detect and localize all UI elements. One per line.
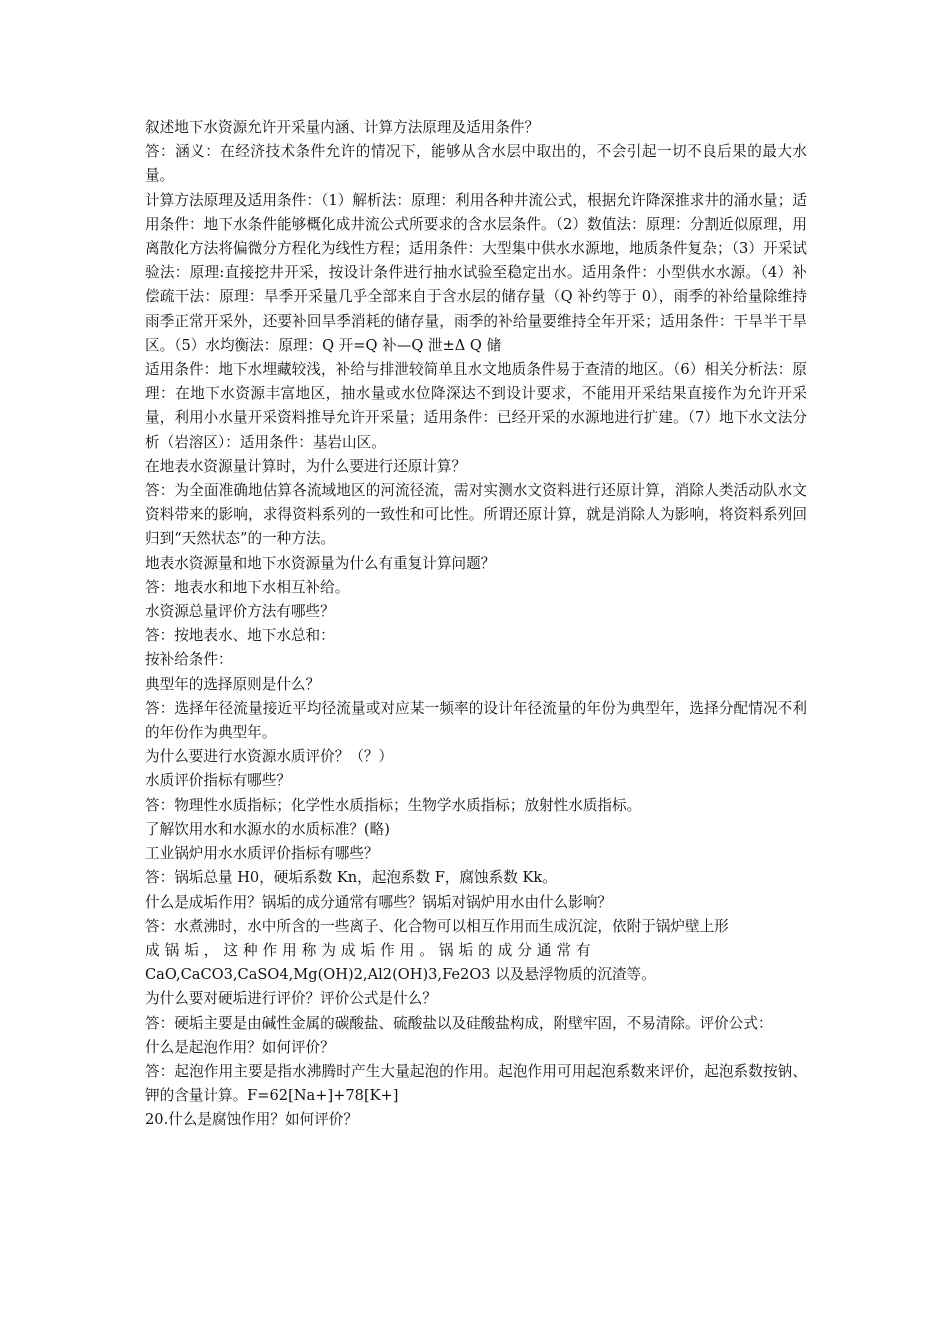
answer-paragraph-7: 答：物理性水质指标；化学性水质指标；生物学水质指标；放射性水质指标。: [145, 796, 642, 814]
answer-paragraph-1: 答：涵义：在经济技术条件允许的情况下，能够从含水层中取出的，不会引起一切不良后果的最大水量。: [145, 143, 807, 185]
question-heading-1: 叙述地下水资源允许开采量内涵、计算方法原理及适用条件？: [145, 119, 540, 136]
question-heading-3: 地表水资源量和地下水资源量为什么有重复计算问题？: [145, 554, 496, 572]
answer-paragraph-4: 答：按地表水、地下水总和：: [145, 627, 335, 645]
answer-paragraph-8: 答：锅垢总量 H0，硬垢系数 Kn，起泡系数 F，腐蚀系数 Kk。: [145, 869, 557, 887]
question-heading-12: 什么是起泡作用？如何评价？: [145, 1038, 335, 1056]
question-heading-10: 什么是成垢作用？锅垢的成分通常有哪些？锅垢对锅炉用水由什么影响？: [145, 893, 613, 911]
answer-paragraph-9-formula: CaO,CaCO3,CaSO4,Mg(OH)2,Al2(OH)3,Fe2O3 以及悬浮物质的沉渣等。: [145, 966, 656, 984]
question-heading-4: 水资源总量评价方法有哪些？: [145, 603, 335, 621]
question-heading-7: 水质评价指标有哪些？: [145, 772, 291, 790]
answer-paragraph-6: 答：选择年径流量接近平均径流量或对应某一频率的设计年径流量的年份为典型年，选择分配情况不利的年份作为典型年。: [145, 699, 807, 742]
question-heading-11: 为什么要对硬垢进行评价？评价公式是什么？: [145, 990, 437, 1008]
question-heading-8: 了解饮用水和水源水的水质标准？(略): [145, 820, 390, 838]
question-heading-5: 典型年的选择原则是什么？: [145, 675, 321, 693]
question-heading-2: 在地表水资源量计算时，为什么要进行还原计算？: [145, 457, 467, 475]
question-heading-13: 20.什么是腐蚀作用？如何评价？: [145, 1111, 358, 1129]
answer-paragraph-10: 答：硬垢主要是由碱性金属的碳酸盐、硫酸盐以及硅酸盐构成，附壁牢固，不易清除。评价公式：: [145, 1014, 773, 1032]
question-heading-6: 为什么要进行水资源水质评价？（？）: [145, 748, 394, 766]
question-heading-9: 工业锅炉用水水质评价指标有哪些？: [145, 845, 379, 863]
methods-paragraph: 计算方法原理及适用条件：（1）解析法：原理：利用各种井流公式，根据允许降深推求井的涌水量；适用条件：地下水条件能够概化成井流公式所要求的含水层条件。（2）数值法：原理：分割近似原理，用离散化方法将偏微分方程化为线性方程；适用条件：大型集中供水水源地，地质条件复杂；（3）开采试验法：原理:直接挖井开采，按设计条件进行抽水试验至稳定出水。适用条件：小型供水水源。（4）补偿疏干法：原理：旱季开采量几乎全部来自于含水层的储存量（Q 补约等于 0），雨季的补给量除维持雨季正常开采外，还要补回旱季消耗的储存量，雨季的补给量要维持全年开采；适用条件：干旱半干旱区。（5）水均衡法：原理：Q 开=Q 补—Q 泄±Δ Q 储: [145, 191, 807, 354]
answer-paragraph-3: 答：地表水和地下水相互补给。: [145, 578, 350, 596]
answer-paragraph-11: 答：起泡作用主要是指水沸腾时产生大量起泡的作用。起泡作用可用起泡系数来评价，起泡系数按钠、钾的含量计算。F=62[Na+]+78[K+]: [145, 1062, 807, 1105]
answer-paragraph-2: 答：为全面准确地估算各流域地区的河流径流，需对实测水文资料进行还原计算，消除人类活动队水文资料带来的影响，求得资料系列的一致性和可比性。所谓还原计算，就是消除人为影响，将资料系列回归到“天然状态”的一种方法。: [145, 482, 807, 548]
answer-paragraph-9-continued: 成锅垢，这种作用称为成垢作用。锅垢的成分通常有: [145, 941, 596, 959]
conditions-paragraph: 适用条件：地下水埋藏较浅，补给与排泄较简单且水文地质条件易于查清的地区。（6）相关分析法：原理：在地下水资源丰富地区，抽水量或水位降深达不到设计要求，不能用开采结果直接作为允许开采量，利用小水量开采资料推导允许开采量；适用条件：已经开采的水源地进行扩建。（7）地下水文法分析（岩溶区）：适用条件：基岩山区。: [145, 361, 807, 451]
answer-paragraph-9: 答：水煮沸时，水中所含的一些离子、化合物可以相互作用而生成沉淀，依附于锅炉壁上形: [145, 917, 729, 935]
document-body: [145, 116, 807, 1133]
answer-paragraph-5: 按补给条件：: [145, 651, 233, 669]
